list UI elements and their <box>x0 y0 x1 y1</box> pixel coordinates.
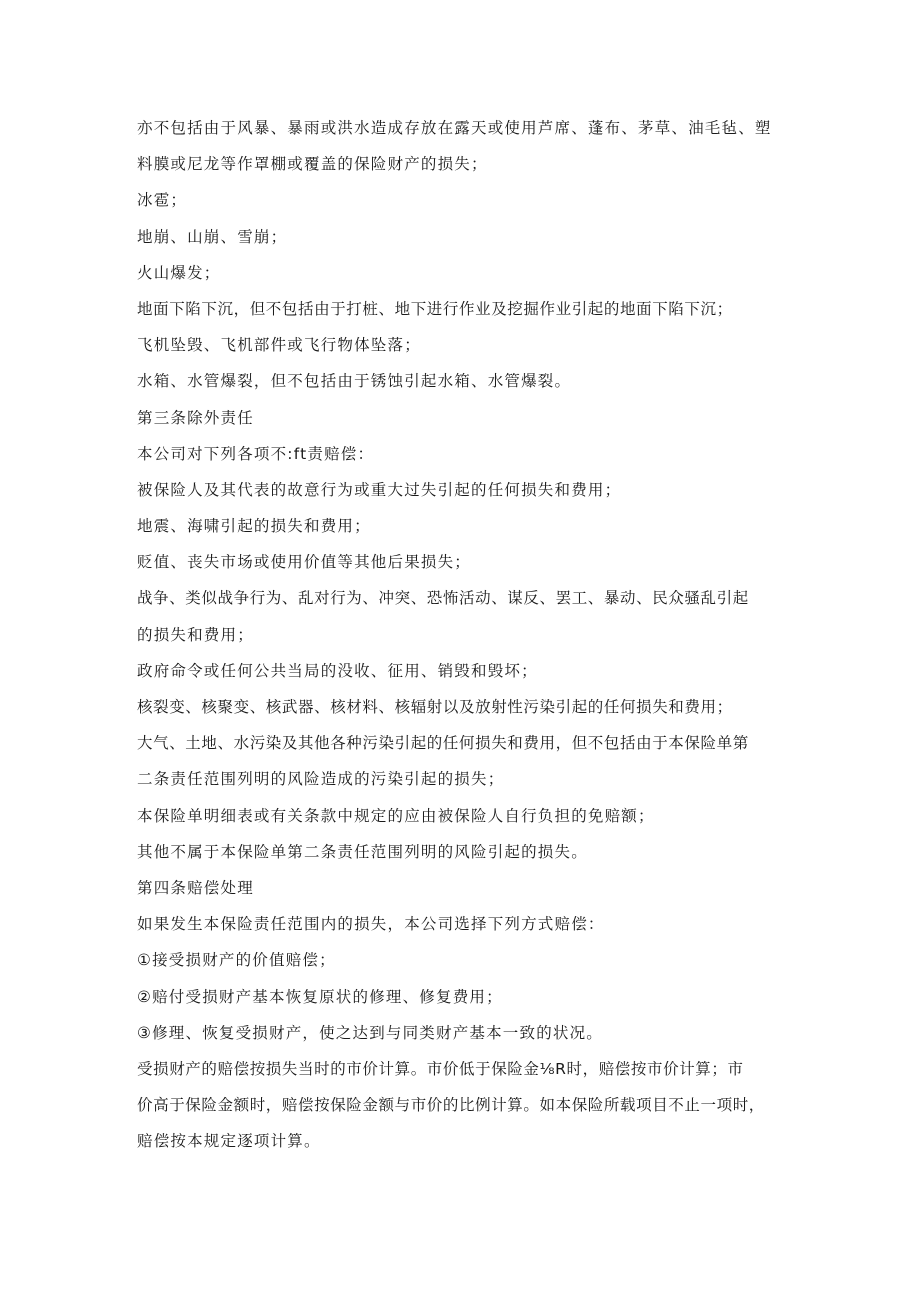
list-item: ③修理、恢复受损财产，使之达到与同类财产基本一致的状况。 <box>137 1023 603 1042</box>
text-line: 本公司对下列各项不:ft责赔偿： <box>137 444 375 463</box>
text-line: 地震、海啸引起的损失和费用； <box>137 517 371 536</box>
text-line: 受损财产的赔偿按损失当时的市价计算。市价低于保险金⅛R时，赔偿按市价计算；市 <box>137 1059 744 1078</box>
text-line: 价高于保险金额时，赔偿按保险金额与市价的比例计算。如本保险所载项目不止一项时， <box>137 1096 765 1115</box>
text-line: 飞机坠毁、飞机部件或飞行物体坠落； <box>137 336 421 355</box>
section-heading: 第三条除外责任 <box>137 408 254 427</box>
text-line: 战争、类似战争行为、乱对行为、冲突、恐怖活动、谋反、罢工、暴动、民众骚乱引起 <box>137 589 749 608</box>
text-line: 亦不包括由于风暴、暴雨或洪水造成存放在露天或使用芦席、蓬布、茅草、油毛毡、塑 <box>137 119 772 137</box>
text-line: 本保险单明细表或有关条款中规定的应由被保险人自行负担的免赔额； <box>137 806 655 825</box>
section-heading: 第四条赔偿处理 <box>137 878 254 897</box>
text-line: 地崩、山崩、雪崩； <box>137 227 288 246</box>
text-line: 的损失和费用； <box>137 625 254 644</box>
document-body <box>137 110 797 1159</box>
text-line: 二条责任范围列明的风险造成的污染引起的损失； <box>137 770 505 789</box>
text-line: 火山爆发； <box>137 263 221 282</box>
text-line: 大气、土地、水污染及其他各种污染引起的任何损失和费用，但不包括由于本保险单第 <box>137 734 749 753</box>
text-line: 核裂变、核聚变、核武器、核材料、核辐射以及放射性污染引起的任何损失和费用； <box>137 698 733 716</box>
text-line: 政府命令或任何公共当局的没收、征用、销毁和毁坏； <box>137 661 538 680</box>
list-item: ①接受损财产的价值赔偿； <box>137 951 336 970</box>
list-item: ②赔付受损财产基本恢复原状的修理、修复费用； <box>137 987 503 1006</box>
text-line: 料膜或尼龙等作罩棚或覆盖的保险财产的损失； <box>137 155 488 174</box>
text-line: 水箱、水管爆裂，但不包括由于锈蚀引起水箱、水管爆裂。 <box>137 372 572 391</box>
text-line: 冰雹； <box>137 191 188 210</box>
text-line: 贬值、丧失市场或使用价值等其他后果损失； <box>137 553 472 572</box>
text-line: 如果发生本保险责任范围内的损失，本公司选择下列方式赔偿： <box>137 915 605 934</box>
text-line: 赔偿按本规定逐项计算。 <box>137 1132 321 1151</box>
text-line: 地面下陷下沉，但不包括由于打桩、地下进行作业及挖掘作业引起的地面下陷下沉； <box>137 299 733 318</box>
text-line: 其他不属于本保险单第二条责任范围列明的风险引起的损失。 <box>137 842 588 861</box>
text-line: 被保险人及其代表的故意行为或重大过失引起的任何损失和费用； <box>137 480 622 499</box>
